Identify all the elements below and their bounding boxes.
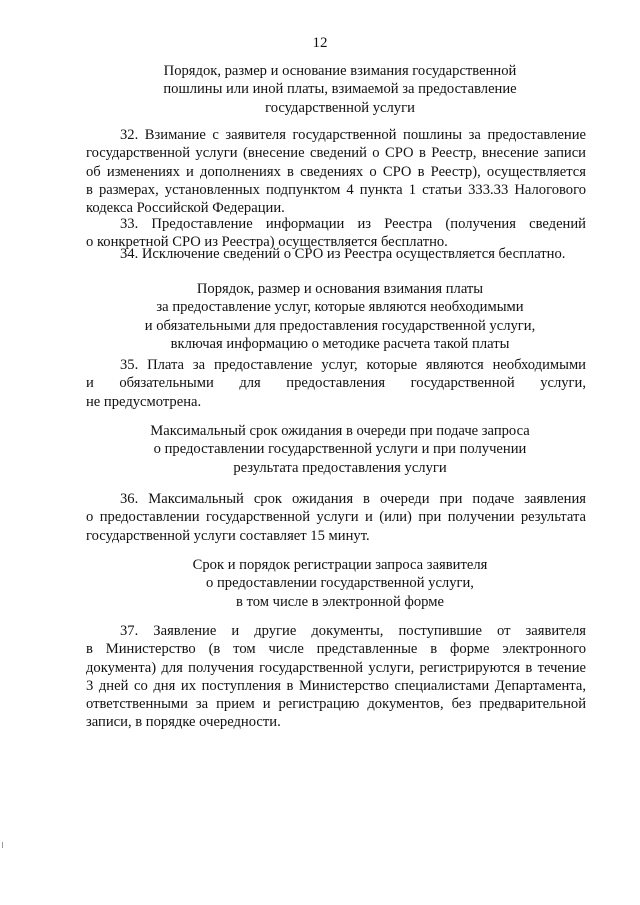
paragraph-line: государственной услуги (внесение сведений о СРО в Реестр, внесение записи bbox=[86, 145, 586, 162]
paragraph-37 bbox=[86, 622, 586, 732]
paragraph-line: 3 дней со дня их поступления в Министерство специалистами Департамента, bbox=[86, 677, 586, 694]
heading-line: Порядок, размер и основание взимания государственной bbox=[163, 63, 517, 79]
heading-line: в том числе в электронной форме bbox=[236, 593, 444, 610]
paragraph-line: 32. Взимание с заявителя государственной пошлины за предоставление bbox=[120, 127, 586, 143]
paragraph-line: 33. Предоставление информации из Реестра (получения сведений bbox=[120, 216, 586, 232]
paragraph-line: в Министерство (в том числе представленные в форме электронного bbox=[86, 641, 586, 658]
paragraph-35 bbox=[86, 356, 586, 411]
heading-line: включая информацию о методике расчета такой платы bbox=[170, 335, 510, 352]
scan-margin-mark bbox=[2, 842, 9, 848]
section-heading-state-fee bbox=[95, 62, 585, 117]
heading-line: государственной услуги bbox=[265, 99, 415, 116]
paragraph-line: о предоставлении государственной услуги и (или) при получении результата bbox=[86, 509, 586, 526]
paragraph-line: 37. Заявление и другие документы, поступившие от заявителя bbox=[120, 623, 586, 639]
heading-line: Порядок, размер и основания взимания платы bbox=[196, 281, 484, 297]
paragraph-line: документа) для получения государственной услуги, регистрируются в течение bbox=[86, 659, 586, 676]
paragraph-line: кодекса Российской Федерации. bbox=[86, 200, 285, 217]
paragraph-line: ответственными за прием и регистрацию документов, без предварительной bbox=[86, 696, 586, 713]
paragraph-line: записи, в порядке очередности. bbox=[86, 714, 281, 731]
paragraph-line: государственной услуги составляет 15 минут. bbox=[86, 527, 370, 544]
heading-line: Срок и порядок регистрации запроса заявителя bbox=[192, 557, 488, 573]
paragraph-36 bbox=[86, 490, 586, 545]
section-heading-required-services-fee bbox=[95, 280, 585, 353]
paragraph-line: об изменениях и дополнениях в сведениях о СРО в Реестр), осуществляется bbox=[86, 163, 586, 180]
heading-line: за предоставление услуг, которые являются необходимыми bbox=[156, 299, 524, 316]
paragraph-line: 36. Максимальный срок ожидания в очереди при подаче заявления bbox=[120, 491, 586, 507]
section-heading-queue-wait-time bbox=[95, 422, 585, 477]
page-number: 12 bbox=[312, 35, 328, 51]
heading-line: о предоставлении государственной услуги, bbox=[206, 575, 474, 592]
heading-line: о предоставлении государственной услуги и при получении bbox=[153, 441, 527, 458]
section-heading-request-registration bbox=[95, 556, 585, 611]
heading-line: результата предоставления услуги bbox=[233, 459, 447, 476]
paragraph-32 bbox=[86, 126, 586, 217]
heading-line: и обязательными для предоставления государственной услуги, bbox=[144, 317, 536, 334]
heading-line: пошлины или иной платы, взимаемой за предоставление bbox=[163, 81, 517, 98]
paragraph-line: и обязательными для предоставления государственной услуги, bbox=[86, 375, 586, 392]
heading-line: Максимальный срок ожидания в очереди при подаче запроса bbox=[150, 423, 530, 439]
paragraph-34 bbox=[86, 245, 586, 263]
paragraph-line: в размерах, установленных подпунктом 4 пункта 1 статьи 333.33 Налогового bbox=[86, 181, 586, 198]
paragraph-line: 34. Исключение сведений о СРО из Реестра осуществляется бесплатно. bbox=[120, 246, 566, 262]
paragraph-line: не предусмотрена. bbox=[86, 393, 202, 410]
paragraph-line: 35. Плата за предоставление услуг, которые являются необходимыми bbox=[120, 357, 586, 373]
paragraph-line: о конкретной СРО из Реестра) осуществляется бесплатно. bbox=[86, 234, 448, 251]
